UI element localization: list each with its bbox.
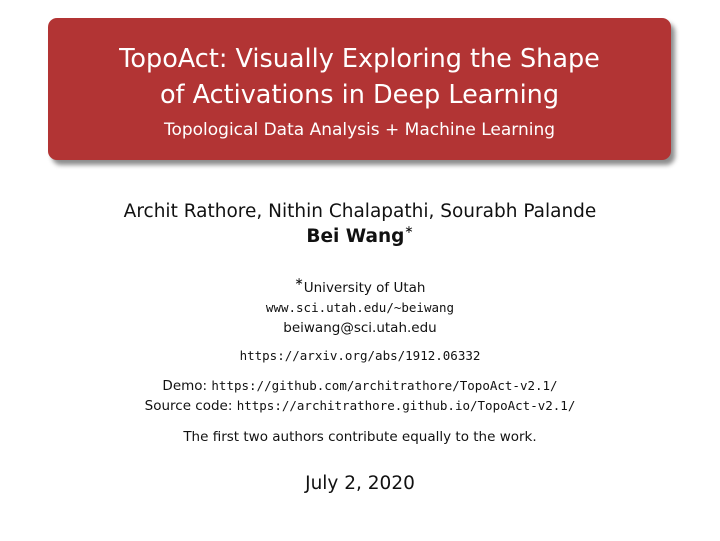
contribution-note: The first two authors contribute equally to the work. [183, 429, 537, 445]
source-line [0, 396, 720, 416]
presentation-date: July 2, 2020 [305, 473, 415, 494]
authors-line: Archit Rathore, Nithin Chalapathi, Sourabh Palande [123, 201, 597, 222]
demo-link[interactable]: https://github.com/architrathore/TopoAct-v2.1/ [211, 378, 558, 393]
demo-label: Demo: [162, 378, 208, 394]
lead-author: Bei Wang [306, 226, 405, 247]
title-line-2: of Activations in Deep Learning [159, 80, 560, 110]
title-line-1: TopoAct: Visually Exploring the Shape [119, 44, 600, 74]
presentation-subtitle: Topological Data Analysis + Machine Learning [163, 120, 556, 140]
arxiv-line [0, 346, 720, 366]
affiliation-marker: ∗ [404, 222, 414, 236]
presentation-title [48, 41, 671, 113]
source-label: Source code: [144, 398, 233, 414]
institution-marker: ∗ [294, 274, 304, 288]
email-link[interactable]: beiwang@sci.utah.edu [283, 320, 437, 336]
lead-author-line [0, 224, 720, 249]
author-list [0, 199, 720, 249]
website-link[interactable]: www.sci.utah.edu/~beiwang [265, 300, 455, 315]
institution: ∗University of Utah [294, 274, 426, 296]
links-block [0, 376, 720, 416]
arxiv-link[interactable]: https://arxiv.org/abs/1912.06332 [239, 348, 481, 363]
demo-line [0, 376, 720, 396]
source-link[interactable]: https://architrathore.github.io/TopoAct-v2.1/ [236, 398, 576, 413]
title-block [48, 18, 671, 160]
affiliation-block [0, 274, 720, 338]
